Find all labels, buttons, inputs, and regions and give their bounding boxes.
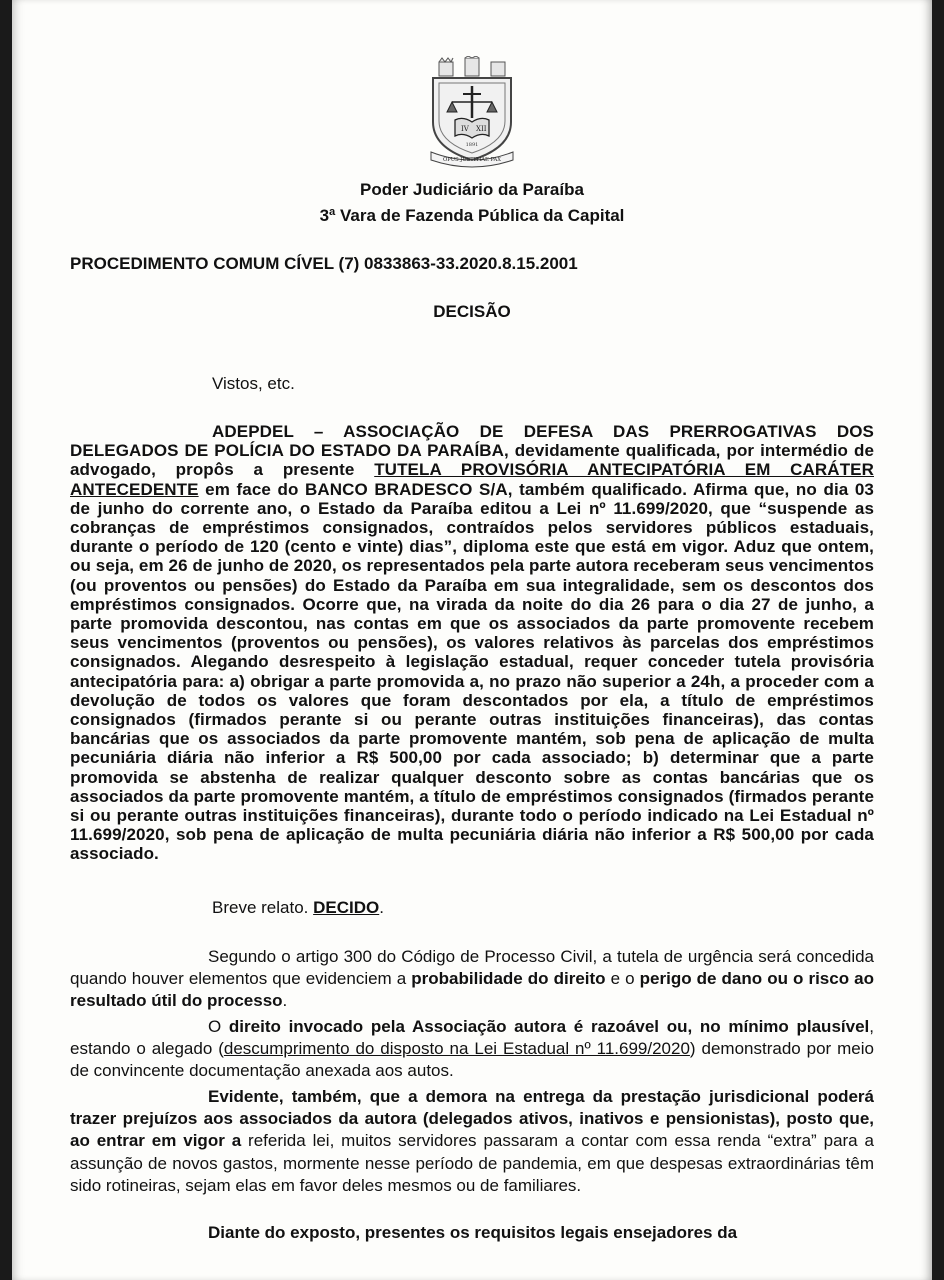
document-page — [12, 0, 932, 1280]
paragraph-conclusion — [70, 1222, 874, 1244]
text-segment: . — [282, 991, 288, 1011]
report-text-start: ADEPDEL – ASSOCIAÇÃO DE DEFESA DAS PRERROGATIVAS DOS DELEGADOS DE POLÍCIA DO ESTADO DA PARAÍBA, devidamente qualificada, por intermédio de advogado, propôs a presente — [70, 422, 874, 480]
paragraph-perigo — [70, 1086, 874, 1197]
decido-label: DECIDO — [313, 898, 380, 917]
brief-report-end: . — [379, 898, 384, 917]
request-type: TUTELA PROVISÓRIA ANTECIPATÓRIA EM CARÁTER ANTECEDENTE — [70, 460, 874, 499]
text-segment: e o — [605, 969, 640, 989]
text-segment: ) demonstrado por meio de convincente documentação anexada aos autos. — [70, 1039, 874, 1081]
bold-segment: Evidente, também, que a demora na entrega da prestação jurisdicional poderá trazer prejuízos aos associados da autora (delegados ativos, inativos e pensionistas), posto que, ao entrar em vigor a — [70, 1087, 874, 1151]
underlined-segment: descumprimento do disposto na Lei Estadual nº 11.699/2020 — [223, 1039, 690, 1059]
court-crest-icon — [425, 56, 519, 168]
page-title: DECISÃO — [433, 302, 511, 321]
bold-segment: Diante do exposto, presentes os requisitos legais ensejadores da — [208, 1223, 738, 1242]
text-segment: referida lei, muitos servidores passaram a contar com essa renda “extra” para a assunção de novos gastos, mormente nesse período de pandemia, em que despesas extraordinárias têm sido rotineiras, sejam elas em favor deles mesmos ou de familiares. — [70, 1131, 874, 1195]
court-division: 3ª Vara de Fazenda Pública da Capital — [319, 206, 625, 225]
svg-text:1891: 1891 — [465, 142, 479, 148]
paragraph-article-300 — [70, 946, 874, 1013]
text-segment: Segundo o artigo 300 do Código de Processo Civil, a tutela de urgência será concedida quando houver elementos que evidenciem a — [70, 947, 874, 989]
report-paragraph — [70, 422, 874, 864]
opening-line: Vistos, etc. — [212, 374, 295, 393]
svg-text:IV: IV — [461, 125, 469, 133]
court-name: Poder Judiciário da Paraíba — [360, 180, 584, 199]
text-segment: , estando o alegado ( — [70, 1017, 874, 1059]
bold-segment: direito invocado pela Associação autora é razoável ou, no mínimo plausível — [228, 1017, 870, 1036]
paragraph-direito — [70, 1016, 874, 1083]
brief-report-text: Breve relato. — [212, 898, 314, 917]
bold-segment: perigo de dano ou o risco ao resultado útil do processo — [70, 969, 874, 1011]
brief-report-line — [212, 898, 384, 918]
svg-text:XII: XII — [476, 125, 487, 133]
report-text-rest: em face do BANCO BRADESCO S/A, também qualificado. Afirma que, no dia 03 de junho do corrente ano, o Estado da Paraíba editou a Lei nº 11.699/2020, que “suspende as cobranças de empréstimos consignados, contraídos pelos servidores públicos estaduais, durante o período de 120 (cento e vinte) dias”, diploma este que está em vigor. Aduz que ontem, ou seja, em 26 de junho de 2020, os representados pela parte autora receberam seus vencimentos (ou proventos ou pensões) do Estado da Paraíba em sua integralidade, sem os descontos dos empréstimos consignados. Ocorre que, na virada da noite do dia 26 para o dia 27 de junho, a parte promovida descontou, nas contas em que os associados da parte promovente recebem seus vencimentos (proventos ou pensões), os valores relativos às parcelas dos empréstimos consignados. Alegando desrespeito à legislação estadual, requer conceder tutela provisória antecipatória para: a) obrigar a parte promovida a, no prazo não superior a 24h, a proceder com a devolução de todos os valores que foram descontados por ela, a título de empréstimos consignados (firmados perante si ou perante outras instituições financeiras), das contas bancárias que os associados da parte promovente mantém, sob pena de aplicação de multa pecuniária diária não inferior a R$ 500,00 por cada associado; b) determinar que a parte promovida se abstenha de realizar qualquer desconto sobre as contas bancárias que os associados da parte promovente mantém, a título de empréstimos consignados (firmados perante si ou perante outras instituições financeiras), durante todo o período indicado na Lei Estadual nº 11.699/2020, sob pena de aplicação de multa pecuniária diária não inferior a R$ 500,00 por cada associado. — [70, 479, 874, 864]
procedure-number: PROCEDIMENTO COMUM CÍVEL (7) 0833863-33.2020.8.15.2001 — [70, 254, 578, 273]
svg-text:OPUS JUSTITIAE PAX: OPUS JUSTITIAE PAX — [443, 157, 501, 163]
text-segment: O — [208, 1017, 229, 1036]
bold-segment: probabilidade do direito — [411, 969, 606, 989]
